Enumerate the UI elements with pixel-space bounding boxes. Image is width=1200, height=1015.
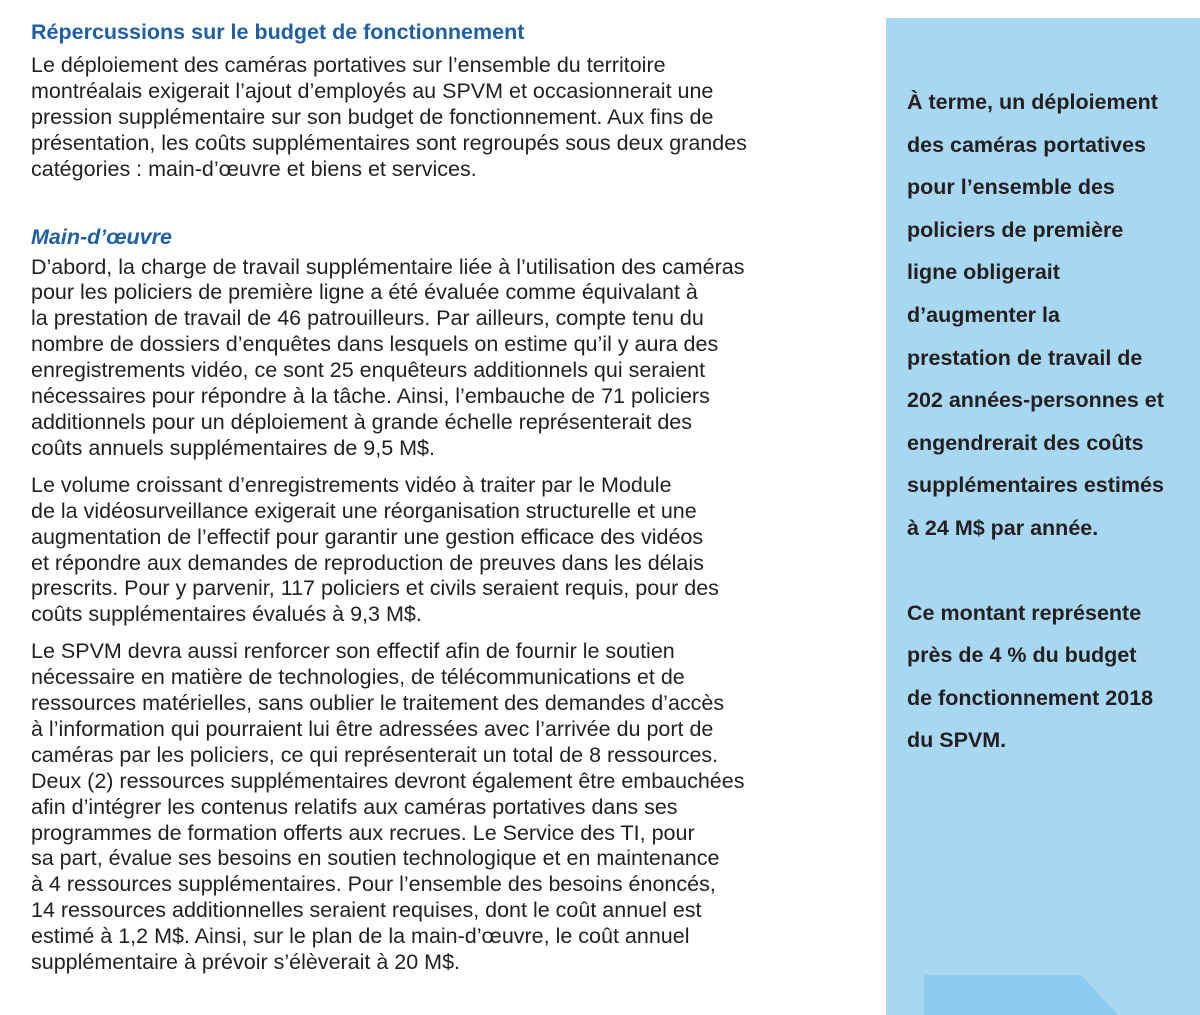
text-line: nombre de dossiers d’enquêtes dans lesquels on estime qu’il y aura des bbox=[31, 332, 719, 357]
callout-line: à 24 M$ par année. bbox=[907, 515, 1099, 540]
callout-line: policiers de première bbox=[907, 217, 1124, 242]
paragraph-patrol-staff bbox=[31, 255, 861, 462]
text-line: à l’information qui pourraient lui être adressées avec l’arrivée du port de bbox=[31, 716, 714, 741]
text-line: pour les policiers de première ligne a été évaluée comme équivalant à bbox=[31, 280, 698, 305]
text-line: de la vidéosurveillance exigerait une réorganisation structurelle et une bbox=[31, 498, 697, 523]
callout-line: pour l’ensemble des bbox=[907, 175, 1115, 200]
text-line: montréalais exigerait l’ajout d’employés au SPVM et occasionnerait une bbox=[31, 78, 714, 103]
text-line: enregistrements vidéo, ce sont 25 enquêteurs additionnels qui seraient bbox=[31, 358, 706, 383]
text-line: catégories : main-d’œuvre et biens et services. bbox=[31, 156, 477, 181]
text-line: la prestation de travail de 46 patrouilleurs. Par ailleurs, compte tenu du bbox=[31, 306, 704, 331]
text-line: D’abord, la charge de travail supplémentaire liée à l’utilisation des caméras bbox=[31, 254, 745, 279]
paragraph-spacer bbox=[31, 462, 861, 473]
text-line: additionnels pour un déploiement à grande échelle représenterait des bbox=[31, 409, 692, 434]
paragraph-spacer bbox=[31, 628, 861, 639]
text-line: caméras par les policiers, ce qui représenterait un total de 8 ressources. bbox=[31, 742, 719, 767]
callout-line: de fonctionnement 2018 bbox=[907, 685, 1154, 710]
callout-text bbox=[907, 81, 1197, 762]
text-line: nécessaire en matière de technologies, de télécommunications et de bbox=[31, 665, 685, 690]
callout-line: près de 4 % du budget bbox=[907, 643, 1137, 668]
text-line: ressources matérielles, sans oublier le traitement des demandes d’accès bbox=[31, 691, 725, 716]
text-line: Le SPVM devra aussi renforcer son effectif afin de fournir le soutien bbox=[31, 639, 675, 664]
text-line: Le déploiement des caméras portatives sur l’ensemble du territoire bbox=[31, 53, 666, 77]
callout-line: des caméras portatives bbox=[907, 132, 1147, 157]
text-line: Deux (2) ressources supplémentaires devront également être embauchées bbox=[31, 768, 745, 793]
text-line: présentation, les coûts supplémentaires sont regroupés sous deux grandes bbox=[31, 130, 747, 155]
text-line: 14 ressources additionnelles seraient requises, dont le coût annuel est bbox=[31, 898, 702, 923]
callout-line: 202 années-personnes et bbox=[907, 388, 1164, 413]
text-line: afin d’intégrer les contenus relatifs aux caméras portatives dans ses bbox=[31, 794, 678, 819]
callout-line: Ce montant représente bbox=[907, 600, 1142, 625]
text-line: à 4 ressources supplémentaires. Pour l’ensemble des besoins énoncés, bbox=[31, 872, 716, 897]
callout-line: prestation de travail de bbox=[907, 345, 1143, 370]
subsection-heading: Main-d’œuvre bbox=[31, 224, 172, 249]
callout-line: d’augmenter la bbox=[907, 302, 1060, 327]
text-line: sa part, évalue ses besoins en soutien technologique et en maintenance bbox=[31, 846, 720, 871]
callout-sidebar bbox=[886, 18, 1200, 1015]
callout-line: du SPVM. bbox=[907, 728, 1007, 753]
text-line: augmentation de l’effectif pour garantir une gestion efficace des vidéos bbox=[31, 524, 704, 549]
section-heading: Répercussions sur le budget de fonctionnement bbox=[31, 20, 525, 44]
text-line: et répondre aux demandes de reproduction de preuves dans les délais bbox=[31, 550, 704, 575]
text-line: programmes de formation offerts aux recrues. Le Service des TI, pour bbox=[31, 820, 695, 845]
text-line: pression supplémentaire sur son budget de fonctionnement. Aux fins de bbox=[31, 104, 714, 129]
paragraph-support-resources bbox=[31, 639, 861, 976]
text-line: nécessaires pour répondre à la tâche. Ainsi, l’embauche de 71 policiers bbox=[31, 384, 710, 409]
callout-line: ligne obligerait bbox=[907, 260, 1060, 285]
callout-budget-share bbox=[907, 592, 1197, 762]
callout-spacer bbox=[907, 550, 1197, 592]
text-line: prescrits. Pour y parvenir, 117 policiers et civils seraient requis, pour des bbox=[31, 576, 719, 601]
callout-line: supplémentaires estimés bbox=[907, 473, 1164, 498]
corner-decoration bbox=[886, 975, 1200, 1015]
corner-accent-shape bbox=[924, 975, 1118, 1015]
callout-line: engendrerait des coûts bbox=[907, 430, 1144, 455]
text-line: coûts annuels supplémentaires de 9,5 M$. bbox=[31, 435, 435, 460]
intro-paragraph bbox=[31, 53, 861, 183]
callout-line: À terme, un déploiement bbox=[907, 90, 1158, 114]
callout-cost-estimate bbox=[907, 81, 1197, 550]
paragraph-video-module bbox=[31, 473, 861, 628]
text-line: Le volume croissant d’enregistrements vidéo à traiter par le Module bbox=[31, 472, 672, 497]
text-line: estimé à 1,2 M$. Ainsi, sur le plan de la main-d’œuvre, le coût annuel bbox=[31, 924, 690, 949]
text-line: supplémentaire à prévoir s’élèverait à 20 M$. bbox=[31, 950, 461, 975]
main-column bbox=[31, 18, 861, 976]
text-line: coûts supplémentaires évalués à 9,3 M$. bbox=[31, 602, 422, 627]
